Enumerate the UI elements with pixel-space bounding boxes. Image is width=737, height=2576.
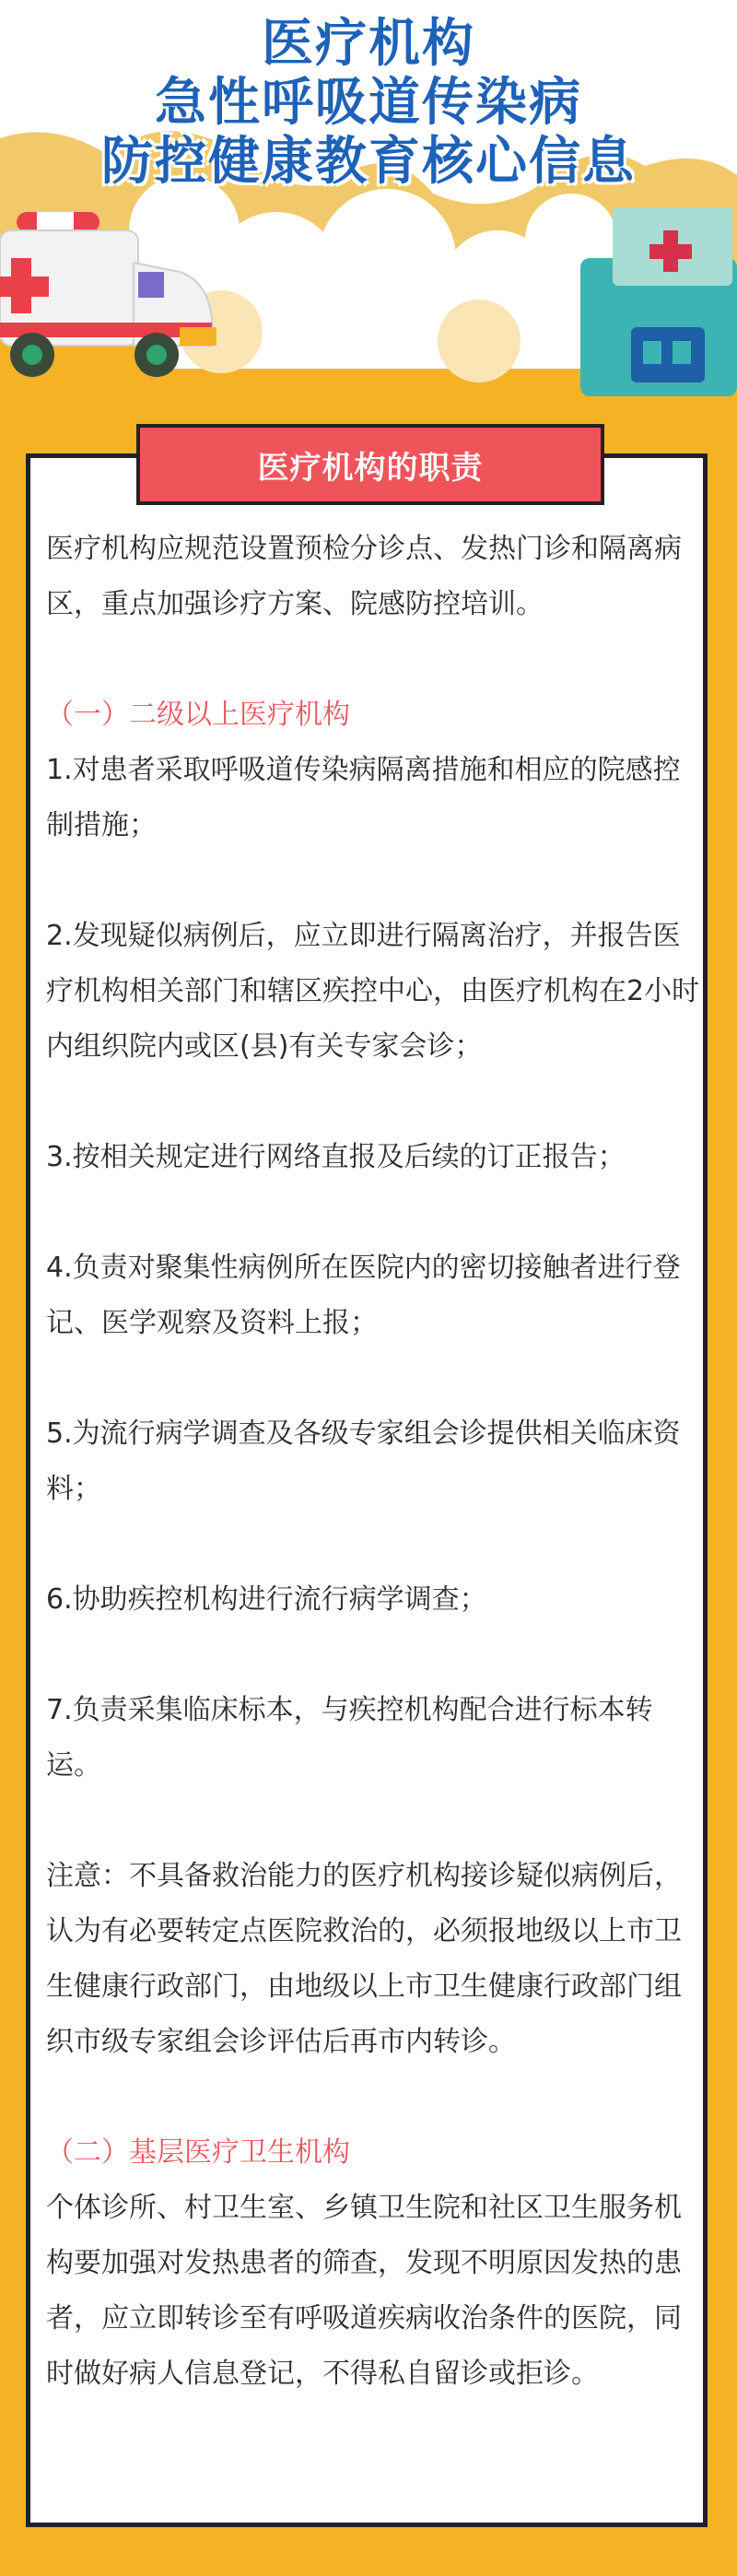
list-item: 3.按相关规定进行网络直报及后续的订正报告； (46, 1141, 626, 1173)
note-paragraph: 注意：不具备救治能力的医疗机构接诊疑似病例后，认为有必要转定点医院救治的，必须报地级以上市卫生健康行政部门，由地级以上市卫生健康行政部门组织市级专家组会诊评估后再市内转诊。 (46, 1860, 682, 2058)
list-item: 5.为流行病学调查及各级专家组会诊提供相关临床资料； (46, 1417, 681, 1505)
list-item: 7.负责采集临床标本，与疾控机构配合进行标本转运。 (46, 1694, 653, 1782)
section-heading-2: （二）基层医疗卫生机构 (46, 2136, 350, 2169)
hospital-building-illustration (580, 207, 737, 401)
page-title (0, 15, 737, 192)
section2-paragraph: 个体诊所、村卫生室、乡镇卫生院和社区卫生服务机构要加强对发热患者的筛查，发现不明原因发热的患者，应立即转诊至有呼吸道疾病收治条件的医院，同时做好病人信息登记，不得私自留诊或拒诊。 (46, 2192, 682, 2390)
header (0, 0, 737, 433)
list-item: 1.对患者采取呼吸道传染病隔离措施和相应的院感控制措施； (46, 754, 681, 841)
section-banner: 医疗机构的职责 (136, 424, 604, 505)
title-line-3: 防控健康教育核心信息 (101, 132, 636, 192)
ambulance-illustration (0, 207, 221, 382)
title-line-2: 急性呼吸道传染病 (155, 73, 582, 133)
list-item: 2.发现疑似病例后，应立即进行隔离治疗，并报告医疗机构相关部门和辖区疾控中心，由医疗机构在2小时内组织院内或区(县)有关专家会诊； (46, 920, 700, 1063)
title-line-1: 医疗机构 (262, 14, 475, 74)
list-item: 4.负责对聚集性病例所在医院内的密切接触者进行登记、医学观察及资料上报； (46, 1252, 681, 1339)
intro-paragraph: 医疗机构应规范设置预检分诊点、发热门诊和隔离病区，重点加强诊疗方案、院感防控培训。 (46, 533, 682, 620)
content-body (46, 522, 702, 2402)
section-heading-1: （一）二级以上医疗机构 (46, 699, 350, 731)
list-item: 6.协助疾控机构进行流行病学调查； (46, 1583, 487, 1616)
